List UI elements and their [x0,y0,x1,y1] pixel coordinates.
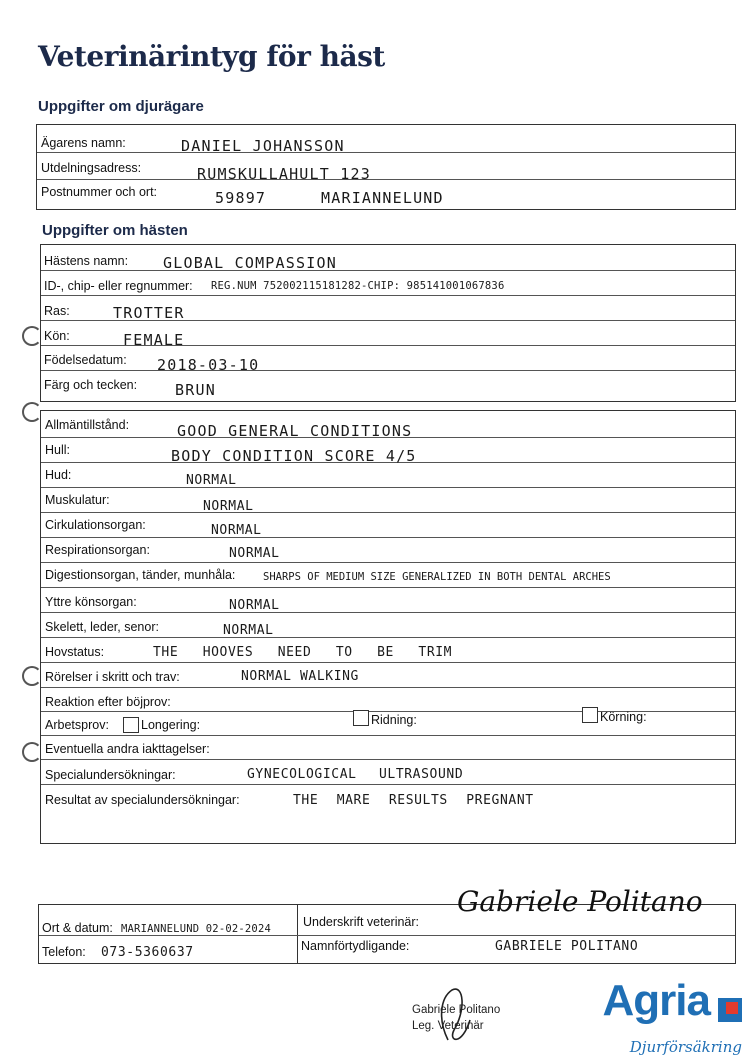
owner-postal-label: Postnummer och ort: [41,185,158,199]
horse-heading: Uppgifter om hästen [42,222,188,239]
stamp-line1: Gabriele Politano [412,1004,501,1016]
signature: Gabriele Politano [457,885,703,918]
agria-logo: Agria [602,976,710,1025]
hoof-field[interactable]: THE HOOVES NEED TO BE TRIM [153,645,453,660]
agria-mark-icon [718,998,742,1022]
owner-heading: Uppgifter om djurägare [38,98,204,115]
special-field[interactable]: GYNECOLOGICAL ULTRASOUND [247,767,464,782]
owner-name-field[interactable]: DANIEL JOHANSSON [181,137,345,155]
owner-postal-city-field[interactable]: MARIANNELUND [321,189,444,207]
horse-sex-field[interactable]: FEMALE [123,331,185,349]
horse-box [40,244,736,402]
genital-label: Yttre könsorgan: [45,595,137,609]
horse-color-field[interactable]: BRUN [175,381,216,399]
body-field[interactable]: BODY CONDITION SCORE 4/5 [171,447,417,465]
horse-name-label: Hästens namn: [44,254,129,268]
horse-id-label: ID-, chip- eller regnummer: [44,279,193,293]
horse-breed-field[interactable]: TROTTER [113,304,185,322]
phone-label: Telefon: [42,945,86,959]
footer-box [38,885,736,964]
movement-label: Rörelser i skritt och trav: [45,670,180,684]
longe-label: Longering: [141,718,201,732]
print-name-field[interactable]: GABRIELE POLITANO [495,939,639,954]
phone-field[interactable]: 073-5360637 [101,945,194,960]
stamp-line2: Leg. Veterinär [412,1020,484,1032]
resp-label: Respirationsorgan: [45,543,150,557]
owner-postal-code-field[interactable]: 59897 [215,189,267,207]
dig-field[interactable]: SHARPS OF MEDIUM SIZE GENERALIZED IN BOTH DENTAL ARCHES [263,571,611,583]
place-field[interactable]: MARIANNELUND 02-02-2024 [121,923,271,935]
owner-address-label: Utdelningsadress: [41,161,142,175]
owner-name-label: Ägarens namn: [41,136,126,150]
skin-field[interactable]: NORMAL [186,473,237,488]
horse-color-label: Färg och tecken: [44,378,138,392]
print-name-label: Namnförtydligande: [301,939,410,953]
horse-dob-label: Födelsedatum: [44,353,127,367]
general-field[interactable]: GOOD GENERAL CONDITIONS [177,422,413,440]
page-title: Veterinärintyg för häst [38,40,385,73]
ride-checkbox[interactable] [353,710,369,726]
genital-field[interactable]: NORMAL [229,598,280,613]
punch-hole-icon [22,742,42,762]
punch-hole-icon [22,326,42,346]
body-label: Hull: [45,443,71,457]
longe-checkbox[interactable] [123,717,139,733]
owner-address-field[interactable]: RUMSKULLAHULT 123 [197,165,371,183]
horse-sex-label: Kön: [44,329,70,343]
horse-name-field[interactable]: GLOBAL COMPASSION [163,254,337,272]
skeleton-label: Skelett, leder, senor: [45,620,159,634]
exam-box [40,410,736,844]
other-label: Eventuella andra iakttagelser: [45,742,210,756]
place-label: Ort & datum: [42,921,113,935]
circ-field[interactable]: NORMAL [211,523,262,538]
skin-label: Hud: [45,468,72,482]
resp-field[interactable]: NORMAL [229,546,280,561]
drive-checkbox[interactable] [582,707,598,723]
dig-label: Digestionsorgan, tänder, munhåla: [45,568,236,582]
sign-label: Underskrift veterinär: [303,915,420,929]
movement-field[interactable]: NORMAL WALKING [241,669,359,684]
skeleton-field[interactable]: NORMAL [223,623,274,638]
work-label: Arbetsprov: [45,718,109,732]
punch-hole-icon [22,666,42,686]
hoof-label: Hovstatus: [45,645,105,659]
drive-label: Körning: [600,710,647,724]
stamp-signature-icon [418,980,488,1050]
ride-label: Ridning: [371,713,417,727]
general-label: Allmäntillstånd: [45,418,130,432]
muscle-field[interactable]: NORMAL [203,499,254,514]
result-label: Resultat av specialundersökningar: [45,793,240,807]
horse-dob-field[interactable]: 2018-03-10 [157,356,260,374]
owner-box [36,124,736,210]
horse-breed-label: Ras: [44,304,70,318]
flex-label: Reaktion efter böjprov: [45,695,171,709]
punch-hole-icon [22,402,42,422]
result-field[interactable]: THE MARE RESULTS PREGNANT [293,793,534,808]
horse-id-field[interactable]: REG.NUM 752002115181282-CHIP: 985141001067836 [211,280,505,292]
special-label: Specialundersökningar: [45,768,176,782]
circ-label: Cirkulationsorgan: [45,518,146,532]
muscle-label: Muskulatur: [45,493,110,507]
agria-subtitle: Djurförsäkring [629,1038,742,1056]
